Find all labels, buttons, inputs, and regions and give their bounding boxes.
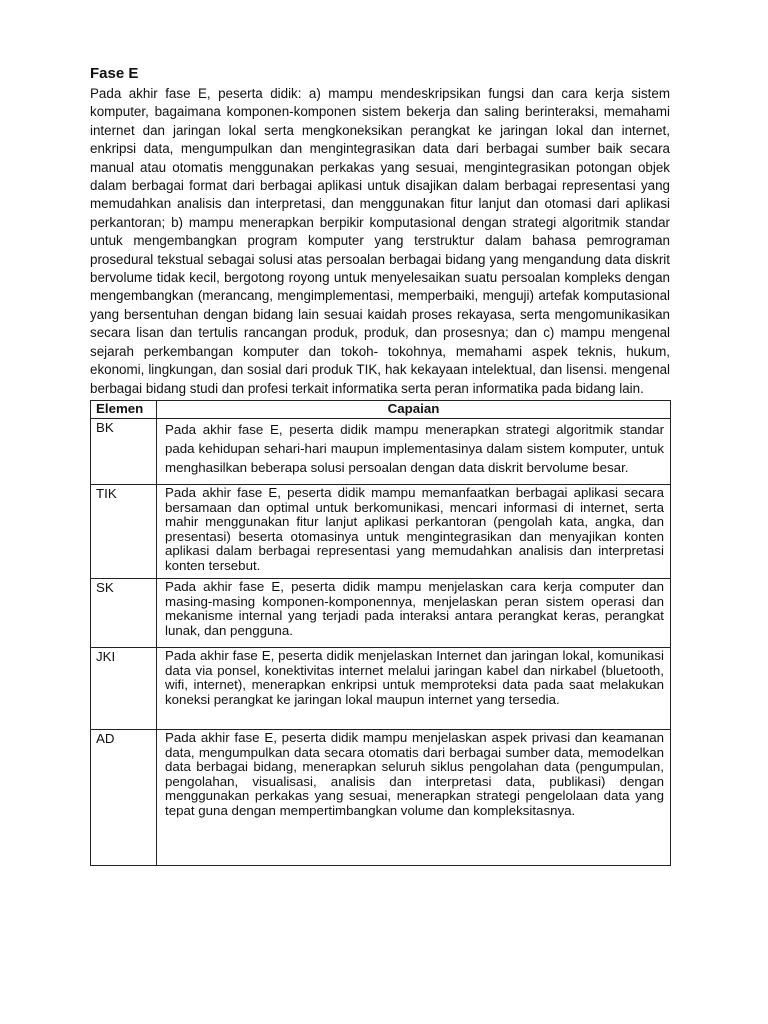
table-row-tik xyxy=(91,484,671,578)
capaian-cell: Pada akhir fase E, peserta didik mampu memanfaatkan berbagai aplikasi secara bersamaan dan optimal untuk berkomunikasi, mencari informasi di internet, serta mahir menggunakan fitur lanjut aplikasi perkantoran (pengolah kata, angka, dan presentasi) beserta otomasinya untuk mengintegrasikan dan menyajikan konten aplikasi dalam berbagai representasi yang memudahkan analisis dan interpretasi konten tersebut. xyxy=(157,484,671,578)
header-capaian: Capaian xyxy=(157,400,671,418)
page-title: Fase E xyxy=(90,65,139,82)
table-header-row xyxy=(91,400,671,418)
elemen-cell: SK xyxy=(91,578,157,647)
table-row-bk xyxy=(91,418,671,484)
intro-paragraph: Pada akhir fase E, peserta didik: a) mampu mendeskripsikan fungsi dan cara kerja sistem komputer, bagaimana komponen-komponen sistem bekerja dan saling berinteraksi, memahami internet dan jaringan lokal serta mengkoneksikan perangkat ke jaringan lokal dan internet, enkripsi data, mengumpulkan dan mengintegrasikan data dari berbagai sumber baik secara manual atau otomatis menggunakan perkakas yang sesuai, mengintegrasikan potongan objek dalam berbagai format dari berbagai aplikasi untuk disajikan dalam berbagai representasi yang memudahkan analisis dan interpretasi, dan menggunakan fitur lanjut dan otomasi dari aplikasi perkantoran; b) mampu menerapkan berpikir komputasional dengan strategi algoritmik standar untuk mengembangkan program komputer yang terstruktur dalam bahasa pemrograman prosedural tekstual sebagai solusi atas persoalan berbagai bidang yang mengandung data diskrit bervolume tidak kecil, bergotong royong untuk menyelesaikan suatu persoalan kompleks dengan mengembangkan (merancang, mengimplementasi, memperbaiki, menguji) artefak komputasional yang bersentuhan dengan bidang lain sesuai kaidah proses rekayasa, serta mengomunikasikan secara lisan dan tertulis rancangan produk, produk, dan prosesnya; dan c) mampu mengenal sejarah perkembangan komputer dan tokoh- tokohnya, memahami aspek teknis, hukum, ekonomi, lingkungan, dan sosial dari produk TIK, hak kekayaan intelektual, dan lisensi. mengenal berbagai bidang studi dan profesi terkait informatika serta peran informatika pada bidang lain. xyxy=(90,86,670,396)
table-row-ad xyxy=(91,729,671,865)
capaian-cell: Pada akhir fase E, peserta didik menjelaskan Internet dan jaringan lokal, komunikasi data via ponsel, konektivitas internet melalui jaringan kabel dan nirkabel (bluetooth, wifi, internet), menerapkan enkripsi untuk memproteksi data pada saat melakukan koneksi perangkat ke jaringan lokal maupun internet yang tersedia. xyxy=(157,647,671,729)
header-elemen: Elemen xyxy=(91,400,157,418)
capaian-cell: Pada akhir fase E, peserta didik mampu menjelaskan aspek privasi dan keamanan data, mengumpulkan data secara otomatis dari berbagai sumber data, memodelkan data berbagai bidang, menerapkan seluruh siklus pengolahan data (pengumpulan, pengolahan, visualisasi, analisis dan interpretasi data, publikasi) dengan menggunakan perkakas yang sesuai, menerapkan strategi pengelolaan data yang tepat guna dengan mempertimbangkan volume dan kompleksitasnya. xyxy=(157,729,671,865)
document-page xyxy=(90,64,670,866)
elemen-cell: TIK xyxy=(91,484,157,578)
capaian-cell: Pada akhir fase E, peserta didik mampu menjelaskan cara kerja computer dan masing-masing komponen-komponennya, menjelaskan peran sistem operasi dan mekanisme internal yang terjadi pada interaksi antara perangkat keras, perangkat lunak, dan pengguna. xyxy=(157,578,671,647)
elemen-cell: JKI xyxy=(91,647,157,729)
elemen-cell: BK xyxy=(91,418,157,484)
table-row-sk xyxy=(91,578,671,647)
table-row-jki xyxy=(91,647,671,729)
elemen-cell: AD xyxy=(91,729,157,865)
capaian-cell: Pada akhir fase E, peserta didik mampu menerapkan strategi algoritmik standar pada kehidupan sehari-hari maupun implementasinya dalam sistem komputer, untuk menghasilkan beberapa solusi persoalan dengan data diskrit bervolume besar. xyxy=(157,418,671,484)
capaian-table xyxy=(90,400,671,866)
